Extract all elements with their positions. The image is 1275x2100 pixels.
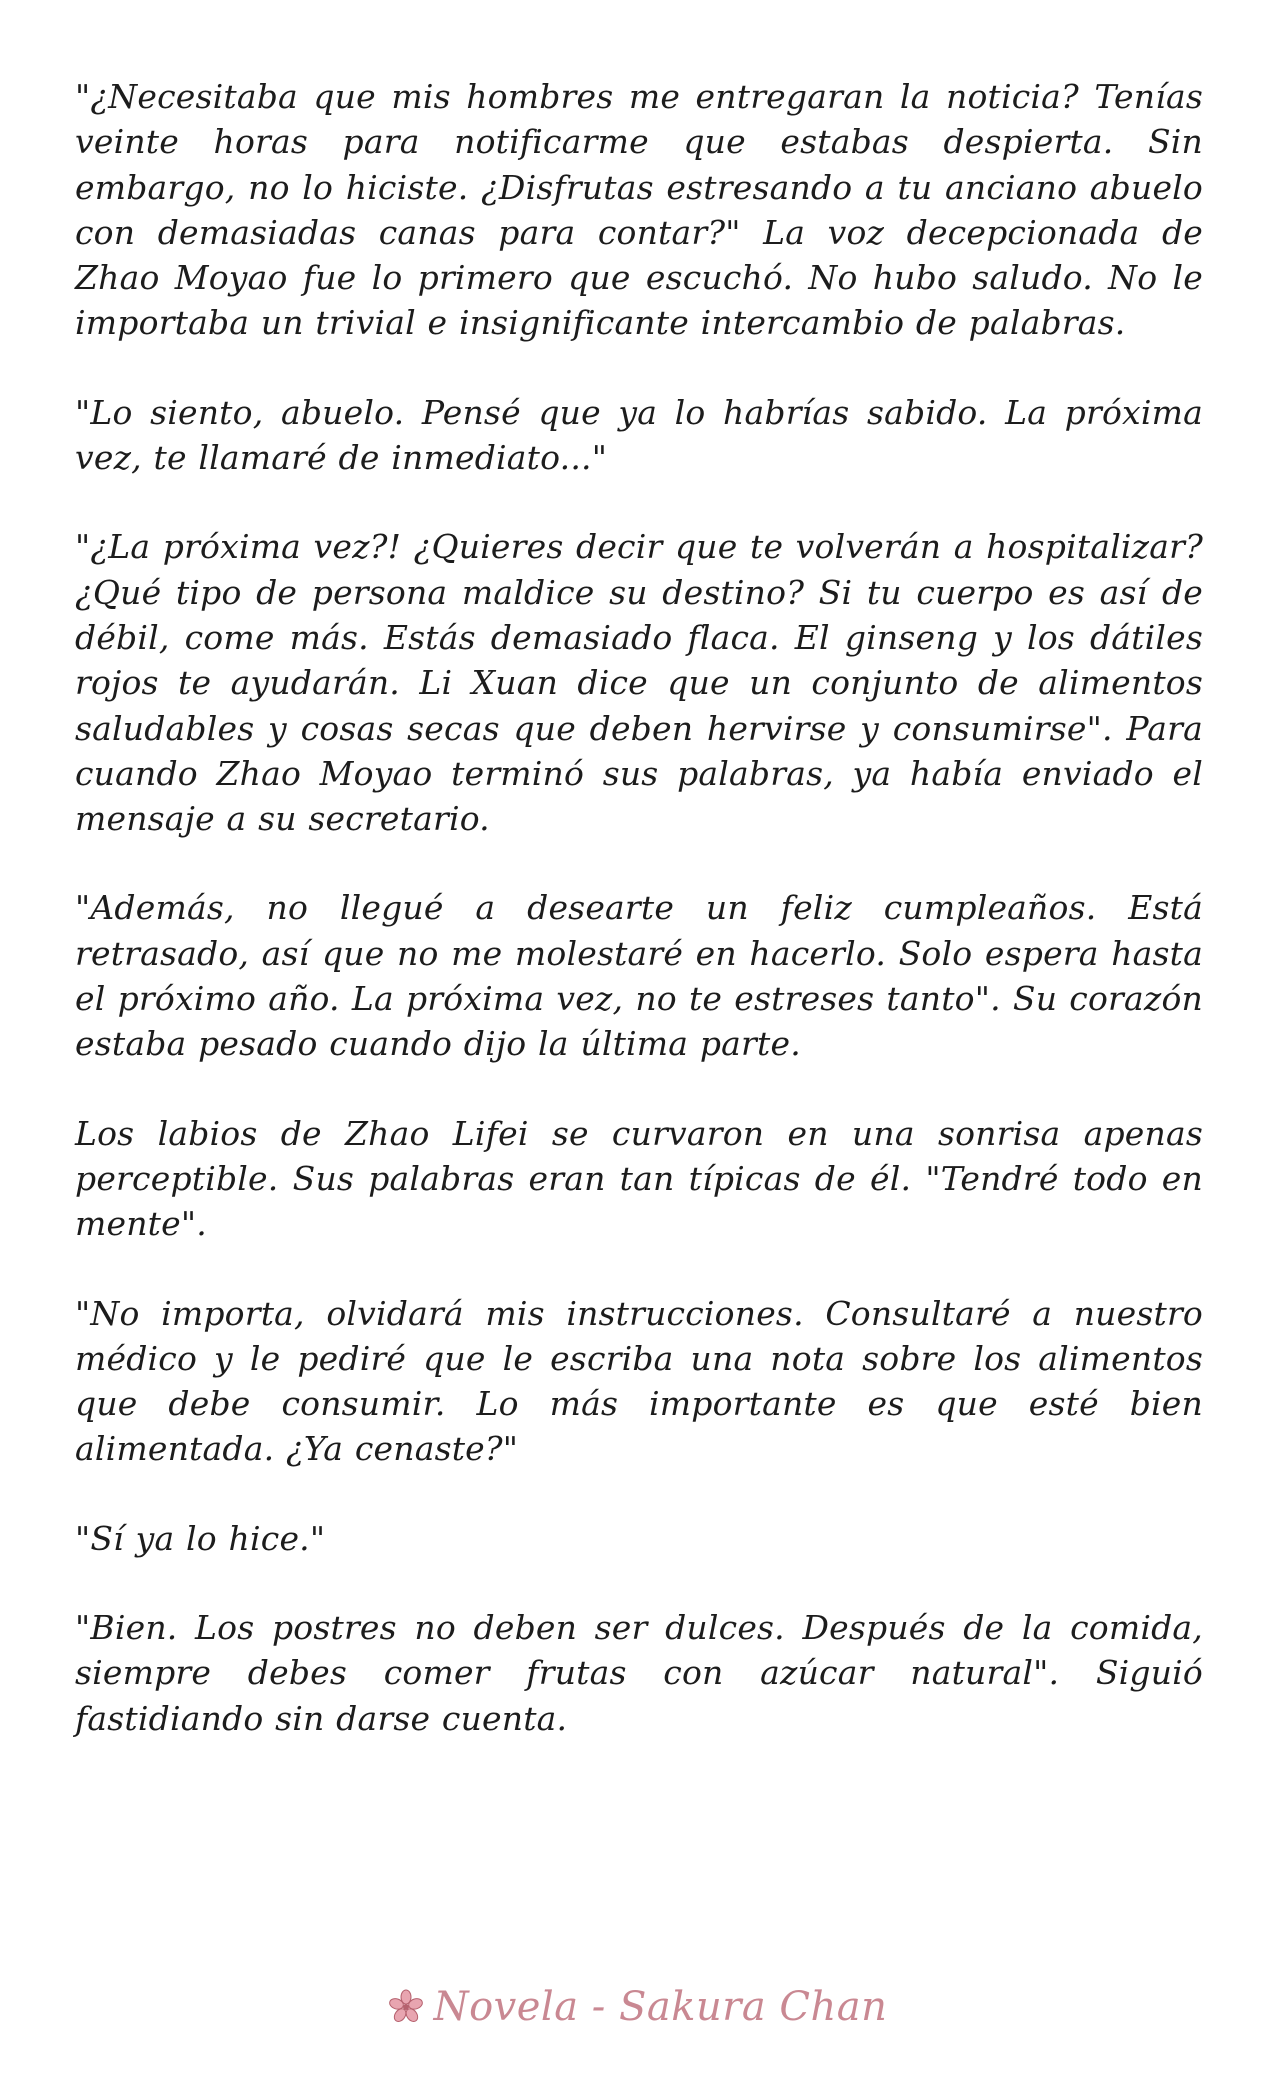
paragraph: "Sí ya lo hice." bbox=[75, 1518, 326, 1558]
paragraph: "Además, no llegué a desearte un feliz cumpleaños. Está retrasado, así que no me molestaré en hacerlo. Solo espera hasta el próximo año. La próxima vez, no te estreses tanto". Su corazón estaba pesado cuando dijo la última parte. bbox=[75, 888, 1203, 1064]
paragraph: "¿Necesitaba que mis hombres me entregaran la noticia? Tenías veinte horas para notificarme que estabas despierta. Sin embargo, no lo hiciste. ¿Disfrutas estresando a tu anciano abuelo con demasiadas canas para contar?" La voz decepcionada de Zhao Moyao fue lo primero que escuchó. No hubo saludo. No le importaba un trivial e insignificante intercambio de palabras. bbox=[75, 77, 1203, 343]
watermark bbox=[0, 1975, 1275, 2039]
sakura-flower-icon bbox=[388, 1989, 424, 2025]
paragraph: Los labios de Zhao Lifei se curvaron en una sonrisa apenas perceptible. Sus palabras eran tan típicas de él. "Tendré todo en mente". bbox=[75, 1113, 1203, 1244]
paragraph: "Lo siento, abuelo. Pensé que ya lo habrías sabido. La próxima vez, te llamaré de inmediato..." bbox=[75, 392, 1203, 478]
watermark-text: Novela - Sakura Chan bbox=[433, 1984, 888, 2030]
paragraph: "¿La próxima vez?! ¿Quieres decir que te volverán a hospitalizar? ¿Qué tipo de persona maldice su destino? Si tu cuerpo es así de débil, come más. Estás demasiado flaca. El ginseng y los dátiles rojos te ayudarán. Li Xuan dice que un conjunto de alimentos saludables y cosas secas que deben hervirse y consumirse". Para cuando Zhao Moyao terminó sus palabras, ya había enviado el mensaje a su secretario. bbox=[75, 527, 1203, 839]
paragraph: "Bien. Los postres no deben ser dulces. Después de la comida, siempre debes comer frutas con azúcar natural". Siguió fastidiando sin darse cuenta. bbox=[75, 1608, 1203, 1738]
chapter-text bbox=[75, 74, 1203, 1785]
paragraph: "No importa, olvidará mis instrucciones. Consultaré a nuestro médico y le pediré que le escriba una nota sobre los alimentos que debe consumir. Lo más importante es que esté bien alimentada. ¿Ya cenaste?" bbox=[75, 1293, 1203, 1469]
